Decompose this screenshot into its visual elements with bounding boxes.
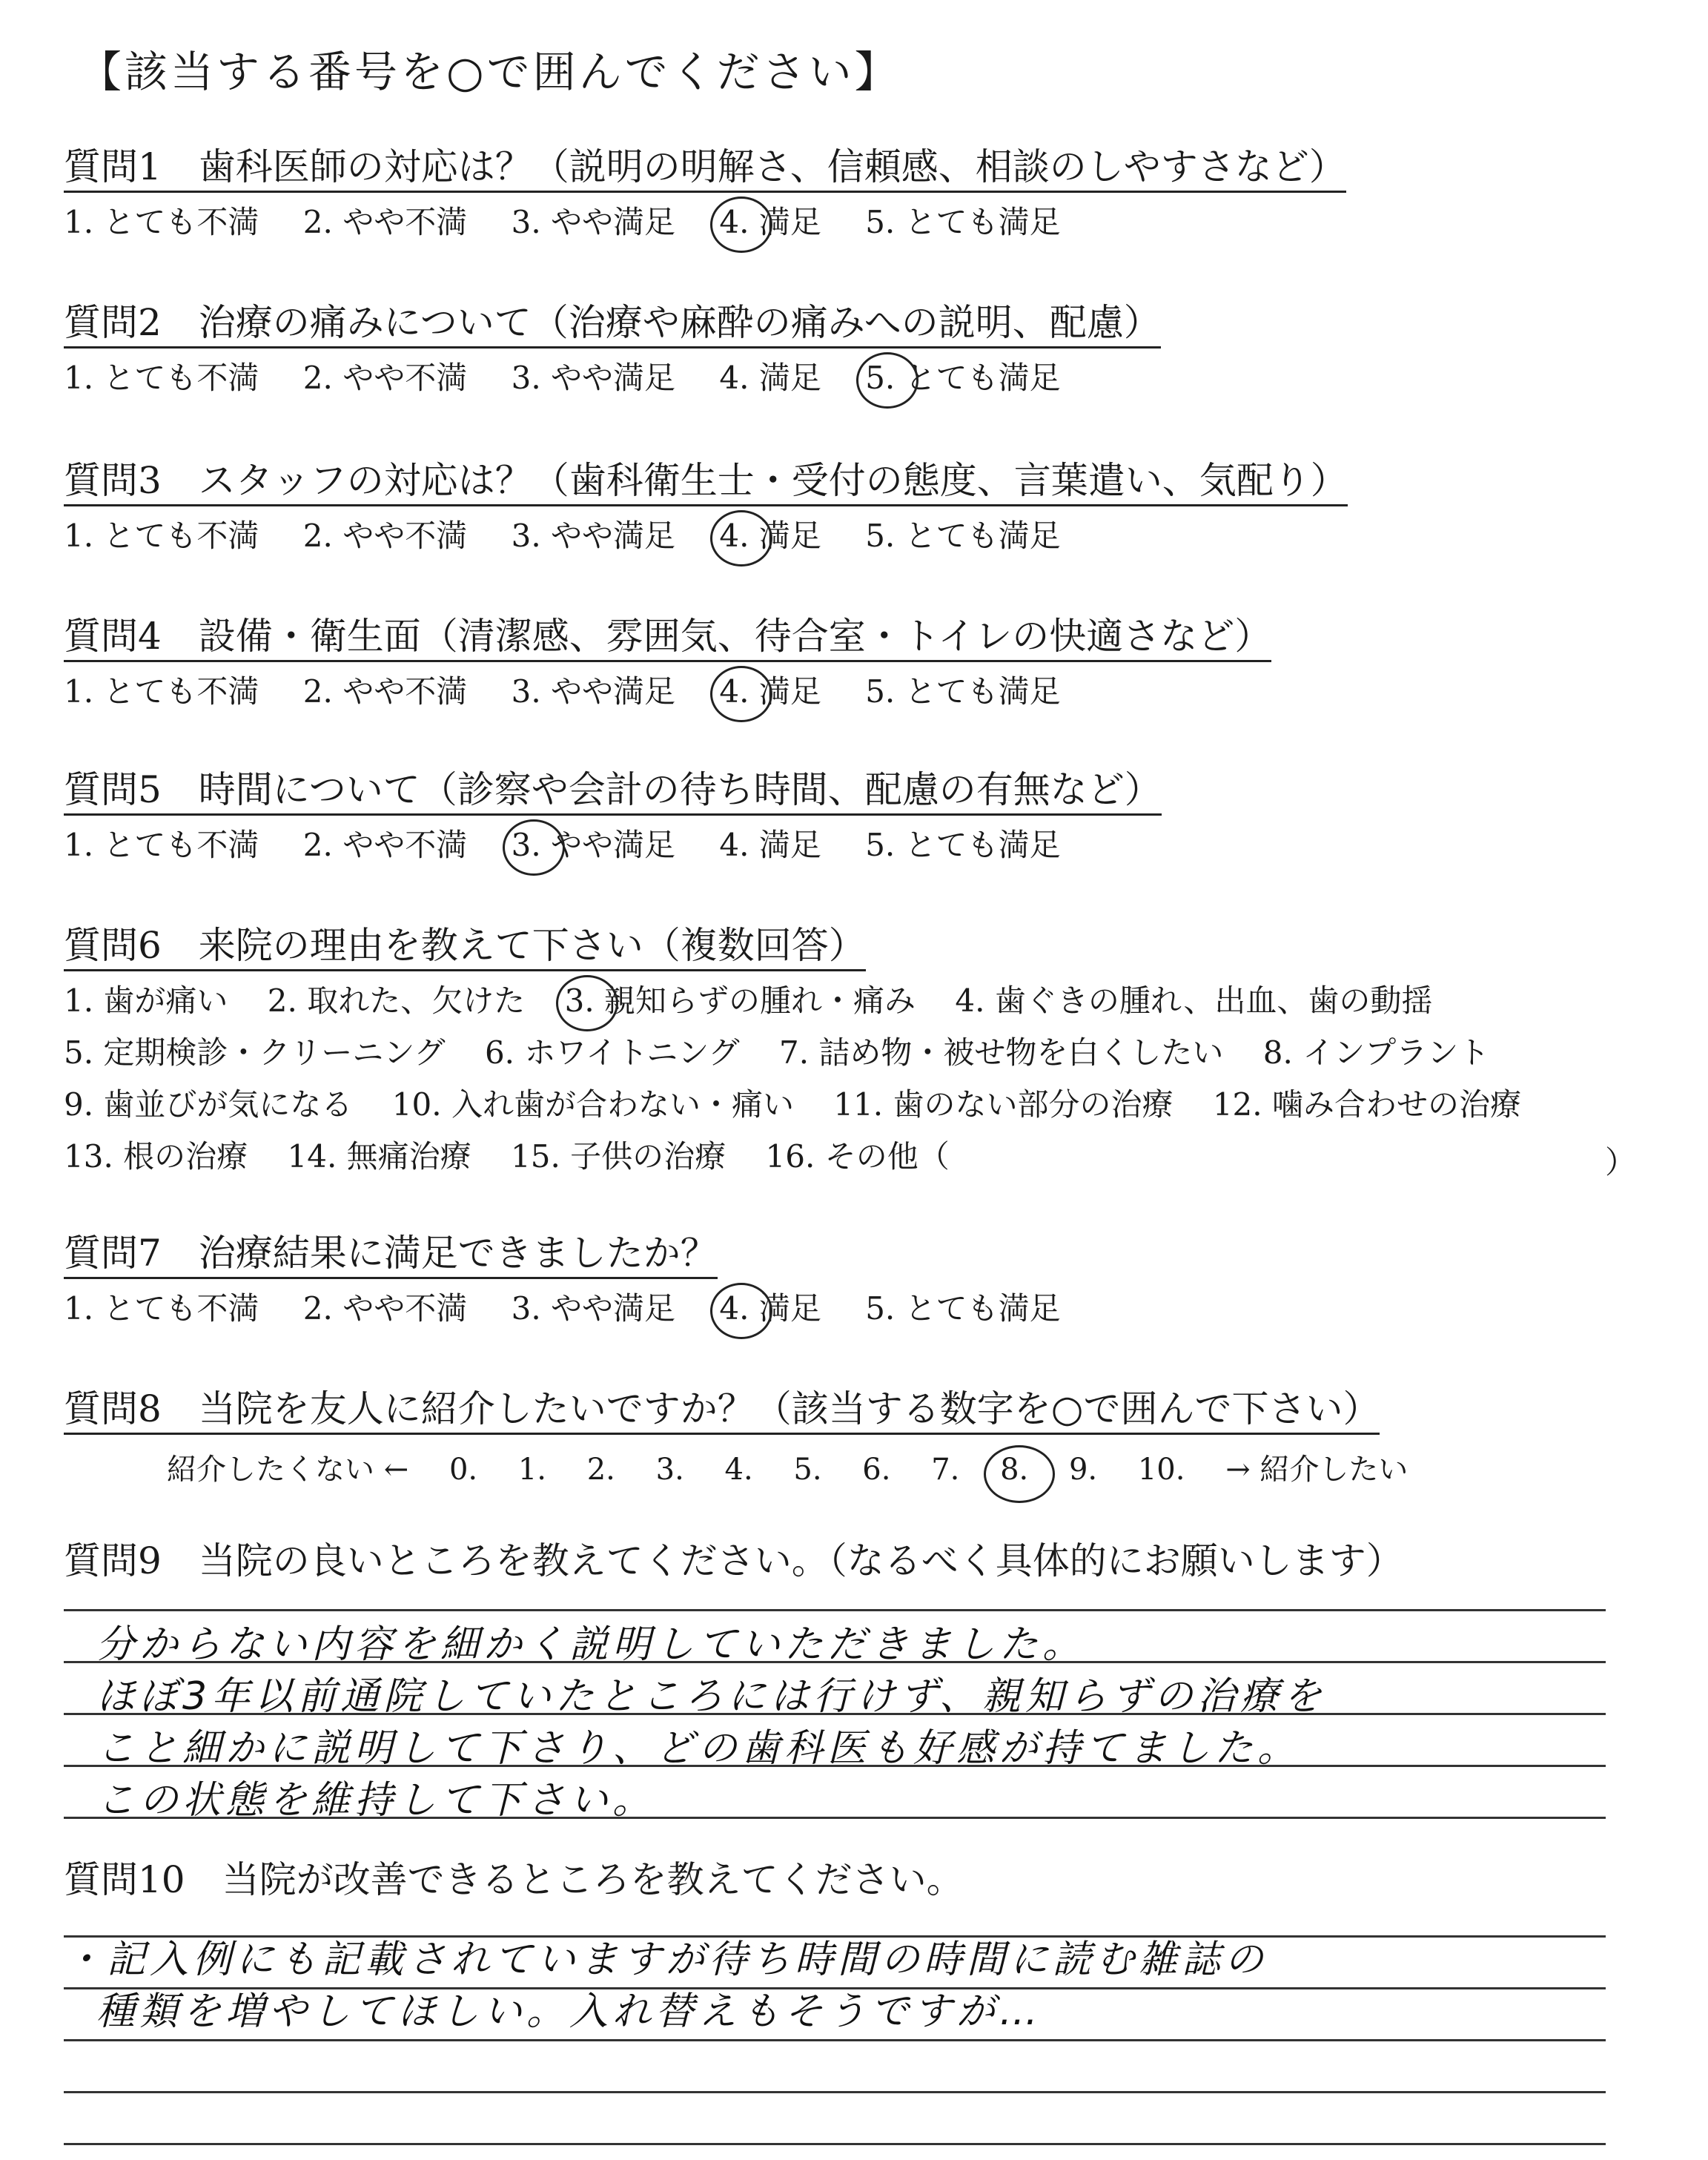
q10-answer-line-2: 種類を増やしてほしい。入れ替えもそうですが… (96, 1989, 1043, 2034)
q1-option-2[interactable]: 2. やや不満 (302, 204, 468, 240)
q8-scale-2[interactable]: 2. (586, 1453, 615, 1487)
q4-option-3[interactable]: 3. やや満足 (511, 673, 676, 710)
q9-answer-line-1: 分からない内容を細かく説明していただきました。 (96, 1622, 1086, 1667)
q8-scale-6[interactable]: 6. (862, 1453, 891, 1487)
q9-answer-line-2: ほぼ3年以前通院していたところには行けず、親知らずの治療を (96, 1674, 1326, 1719)
page-title: 【該当する番号を○で囲んでください】 (79, 47, 901, 97)
question-6-title: 質問6 来院の理由を教えて下さい（複数回答） (64, 923, 866, 971)
q8-scale-9[interactable]: 9. (1068, 1453, 1098, 1487)
question-5-options (64, 827, 1095, 864)
q2-option-4[interactable]: 4. 満足 (719, 360, 821, 396)
q7-option-1[interactable]: 1. とても不満 (64, 1290, 259, 1327)
q8-left-label: 紹介したくない ← (167, 1453, 409, 1487)
q2-option-3[interactable]: 3. やや満足 (511, 360, 676, 396)
q8-scale-1[interactable]: 1. (517, 1453, 547, 1487)
question-4-title: 質問4 設備・衛生面（清潔感、雰囲気、待合室・トイレの快適さなど） (64, 614, 1271, 662)
q5-option-1[interactable]: 1. とても不満 (64, 827, 259, 863)
q7-option-4-selected[interactable]: 4. 満足 (719, 1290, 821, 1327)
q5-option-2[interactable]: 2. やや不満 (302, 827, 468, 863)
q6-option-7[interactable]: 7. 詰め物・被せ物を白くしたい (778, 1034, 1224, 1071)
q6-option-15[interactable]: 15. 子供の治療 (511, 1138, 726, 1175)
q9-answer-line-4: この状態を維持して下さい。 (96, 1778, 656, 1823)
q9-rule-1 (64, 1609, 1606, 1611)
q3-option-1[interactable]: 1. とても不満 (64, 518, 259, 554)
question-1-options (64, 204, 1095, 241)
q9-answer-line-3: こと細かに説明して下さり、どの歯科医も好感が持てました。 (96, 1726, 1301, 1771)
q8-scale-4[interactable]: 4. (724, 1453, 753, 1487)
question-2-title: 質問2 治療の痛みについて（治療や麻酔の痛みへの説明、配慮） (64, 300, 1161, 349)
q5-option-3-selected[interactable]: 3. やや満足 (511, 827, 676, 863)
q8-scale (167, 1446, 1439, 1488)
q4-option-4-selected[interactable]: 4. 満足 (719, 673, 821, 710)
q3-option-2[interactable]: 2. やや不満 (302, 518, 468, 554)
q2-option-1[interactable]: 1. とても不満 (64, 360, 259, 396)
q8-right-label: → 紹介したい (1225, 1453, 1409, 1487)
q8-scale-3[interactable]: 3. (655, 1453, 684, 1487)
q10-rule-4 (64, 2091, 1606, 2093)
q6-option-8[interactable]: 8. インプラント (1262, 1034, 1490, 1071)
q10-rule-5 (64, 2143, 1606, 2145)
q8-scale-5[interactable]: 5. (793, 1453, 822, 1487)
q3-option-4-selected[interactable]: 4. 満足 (719, 518, 821, 554)
q6-option-12[interactable]: 12. 噛み合わせの治療 (1212, 1086, 1521, 1123)
question-8-title: 質問8 当院を友人に紹介したいですか？（該当する数字を○で囲んで下さい） (64, 1387, 1380, 1435)
question-4-options (64, 673, 1095, 710)
q6-row-3 (64, 1086, 1551, 1123)
q6-option-13[interactable]: 13. 根の治療 (64, 1138, 248, 1175)
question-2-options (64, 360, 1095, 397)
q6-option-9[interactable]: 9. 歯並びが気になる (64, 1086, 353, 1123)
q6-option-3-selected[interactable]: 3. 親知らずの腫れ・痛み (564, 982, 916, 1019)
question-10-title: 質問10 当院が改善できるところを教えてください。 (64, 1858, 964, 1901)
question-5-title: 質問5 時間について（診察や会計の待ち時間、配慮の有無など） (64, 767, 1162, 816)
q6-option-1[interactable]: 1. 歯が痛い (64, 982, 228, 1019)
q1-option-4-selected[interactable]: 4. 満足 (719, 204, 821, 240)
question-7-options (64, 1290, 1095, 1327)
question-1-title: 質問1 歯科医師の対応は？（説明の明解さ、信頼感、相談のしやすさなど） (64, 145, 1346, 193)
q5-option-4[interactable]: 4. 満足 (719, 827, 821, 863)
q3-option-3[interactable]: 3. やや満足 (511, 518, 676, 554)
q6-option-4[interactable]: 4. 歯ぐきの腫れ、出血、歯の動揺 (955, 982, 1433, 1019)
q6-option-14[interactable]: 14. 無痛治療 (287, 1138, 471, 1175)
q8-scale-8-selected[interactable]: 8. (1000, 1453, 1029, 1487)
q6-option-2[interactable]: 2. 取れた、欠けた (267, 982, 526, 1019)
q6-option-5[interactable]: 5. 定期検診・クリーニング (64, 1034, 446, 1071)
q7-option-2[interactable]: 2. やや不満 (302, 1290, 468, 1327)
q8-scale-7[interactable]: 7. (931, 1453, 960, 1487)
question-3-options (64, 518, 1095, 555)
q2-option-5-selected[interactable]: 5. とても満足 (865, 360, 1061, 396)
q8-scale-10[interactable]: 10. (1137, 1453, 1185, 1487)
q6-option-6[interactable]: 6. ホワイトニング (484, 1034, 740, 1071)
q6-option-16-other[interactable]: 16. その他（ (765, 1138, 950, 1175)
q6-row-1 (64, 982, 1462, 1020)
question-3-title: 質問3 スタッフの対応は？（歯科衛生士・受付の態度、言葉遣い、気配り） (64, 458, 1348, 506)
q7-option-5[interactable]: 5. とても満足 (865, 1290, 1061, 1327)
q6-row-2 (64, 1034, 1519, 1071)
q3-option-5[interactable]: 5. とても満足 (865, 518, 1061, 554)
q5-option-5[interactable]: 5. とても満足 (865, 827, 1061, 863)
q10-rule-3 (64, 2039, 1606, 2041)
question-7-title: 質問7 治療結果に満足できましたか？ (64, 1231, 718, 1279)
q1-option-5[interactable]: 5. とても満足 (865, 204, 1061, 240)
q4-option-2[interactable]: 2. やや不満 (302, 673, 468, 710)
q6-option-11[interactable]: 11. 歯のない部分の治療 (833, 1086, 1174, 1123)
q1-option-1[interactable]: 1. とても不満 (64, 204, 259, 240)
q8-scale-0[interactable]: 0. (448, 1453, 478, 1487)
q6-row-4 (64, 1138, 979, 1175)
q4-option-1[interactable]: 1. とても不満 (64, 673, 259, 710)
q2-option-2[interactable]: 2. やや不満 (302, 360, 468, 396)
question-9-title: 質問9 当院の良いところを教えてください。（なるべく具体的にお願いします） (64, 1539, 1403, 1582)
q1-option-3[interactable]: 3. やや満足 (511, 204, 676, 240)
q6-option-10[interactable]: 10. 入れ歯が合わない・痛い (391, 1086, 794, 1123)
q6-other-close-paren: ） (1605, 1144, 1637, 1180)
q4-option-5[interactable]: 5. とても満足 (865, 673, 1061, 710)
q10-answer-line-1: ・記入例にも記載されていますが待ち時間の時間に読む雑誌の (64, 1938, 1268, 1982)
q7-option-3[interactable]: 3. やや満足 (511, 1290, 676, 1327)
